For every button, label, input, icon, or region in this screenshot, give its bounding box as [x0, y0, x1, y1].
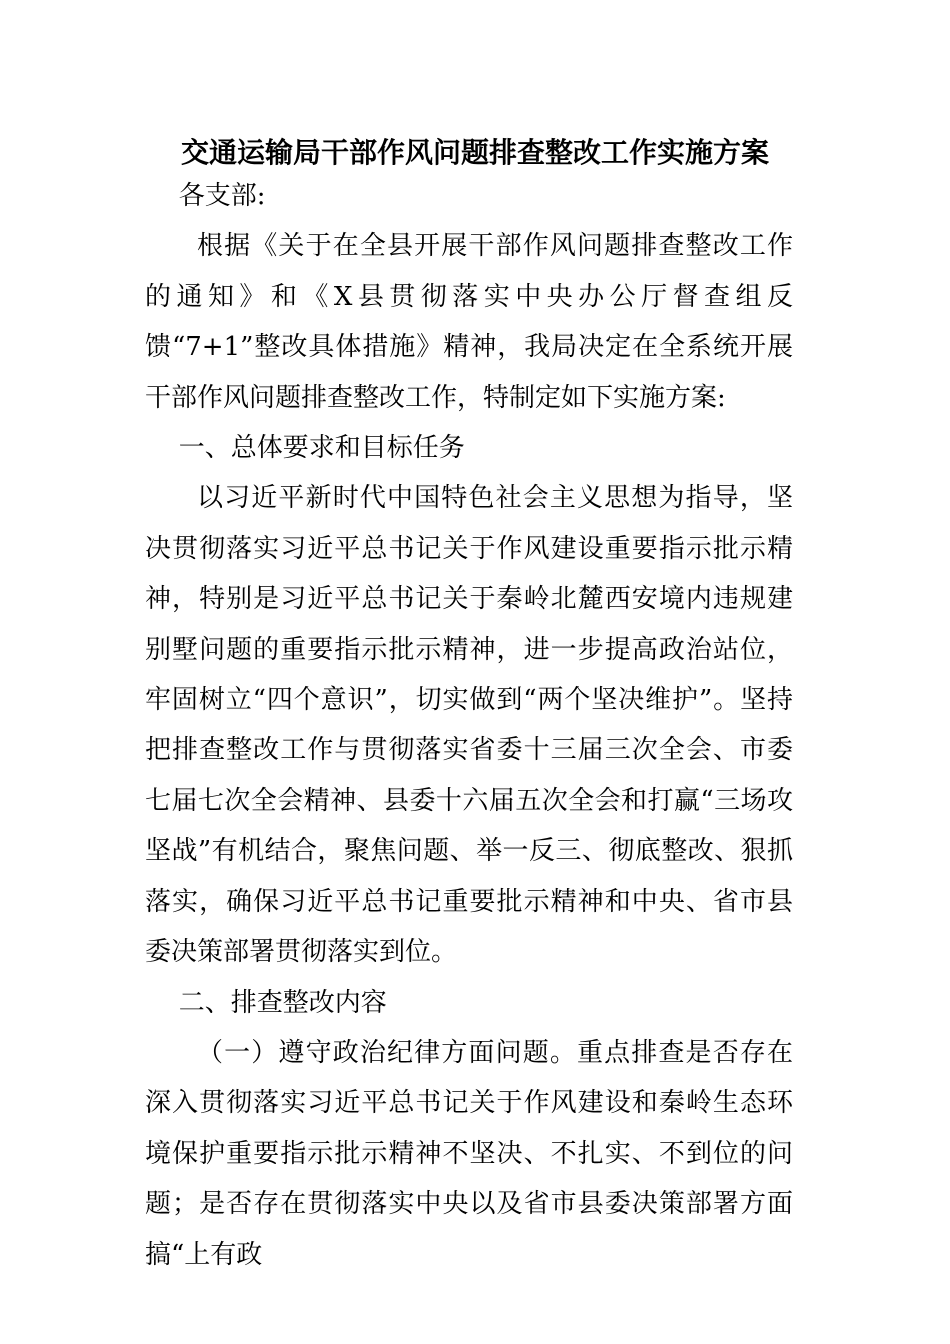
document-body: [145, 151, 793, 1280]
salutation: 各支部:: [178, 181, 266, 211]
paragraph-intro: 根据《关于在全县开展干部作风问题排查整改工作的通知》和《X县贯彻落实中央办公厅督查组反馈“7+1”整改具体措施》精神，我局决定在全系统开展干部作风问题排查整改工作，特制定如下实施方案:: [145, 231, 793, 413]
section-heading-2: 二、排查整改内容: [178, 987, 387, 1018]
section-heading-1: 一、总体要求和目标任务: [178, 433, 465, 464]
paragraph-political-discipline: （一）遵守政治纪律方面问题。重点排查是否存在深入贯彻落实习近平总书记关于作风建设和秦岭生态环境保护重要指示批示精神不坚决、不扎实、不到位的问题；是否存在贯彻落实中央以及省市县委决策部署方面搞“上有政: [145, 1037, 793, 1270]
paragraph-requirements: 以习近平新时代中国特色社会主义思想为指导，坚决贯彻落实习近平总书记关于作风建设重要指示批示精神，特别是习近平总书记关于秦岭北麓西安境内违规建别墅问题的重要指示批示精神，进一步提高政治站位，牢固树立“四个意识”，切实做到“两个坚决维护”。坚持把排查整改工作与贯彻落实省委十三届三次全会、市委七届七次全会精神、县委十六届五次全会和打赢“三场攻坚战”有机结合，聚焦问题、举一反三、彻底整改、狠抓落实，确保习近平总书记重要批示精神和中央、省市县委决策部署贯彻落实到位。: [145, 483, 793, 968]
document-title: 交通运输局干部作风问题排查整改工作实施方案: [180, 136, 769, 169]
